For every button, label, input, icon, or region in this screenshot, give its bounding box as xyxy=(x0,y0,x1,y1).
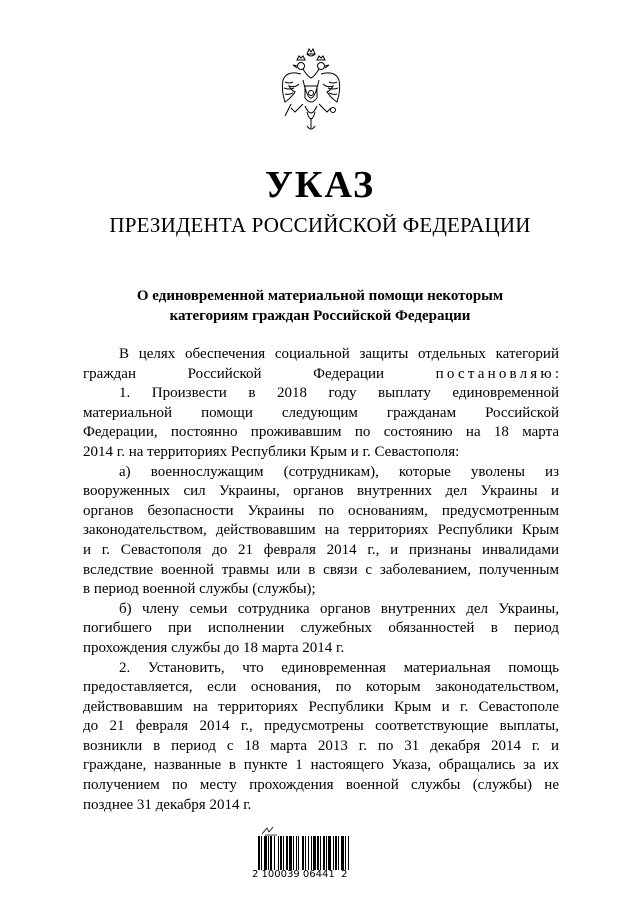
decree-heading-line: О единовременной материальной помощи некоторым xyxy=(136,288,504,304)
body-line: прохождения службы до 18 марта 2014 г. xyxy=(83,639,345,656)
body-line: получением по месту прохождения военной службы (службы) не xyxy=(83,777,559,794)
barcode-bar xyxy=(317,836,319,870)
barcode-bar xyxy=(264,836,267,870)
barcode-bar xyxy=(305,836,306,870)
handwritten-mark-icon xyxy=(261,826,279,836)
body-line: 2014 г. на территориях Республики Крым и г. Севастополя: xyxy=(83,443,460,460)
barcode-bar xyxy=(283,836,284,870)
decree-heading xyxy=(80,286,560,326)
barcode-bar xyxy=(328,836,331,870)
body-line: б) члену семьи сотрудника органов внутренних дел Украины, xyxy=(119,600,559,617)
barcode-bar xyxy=(323,836,325,870)
body-line: органов безопасности Украины по основаниям, предусмотренным xyxy=(83,502,559,519)
barcode-bar xyxy=(302,836,304,870)
body-line: законодательством, действовавшим на территориях Республики Крым xyxy=(83,522,559,539)
barcode-bar xyxy=(280,836,282,870)
body-line: В целях обеспечения социальной защиты отдельных категорий xyxy=(119,346,559,362)
body-line: возникли в период с 18 марта 2013 г. по 31 декабря 2014 г. и xyxy=(83,737,559,754)
barcode-bar xyxy=(308,836,309,870)
barcode-bar xyxy=(258,836,260,870)
coat-of-arms-icon xyxy=(277,46,345,138)
body-line: предоставляется, если основания, по которым законодательством, xyxy=(83,679,559,696)
decree-heading-line: категориям граждан Российской Федерации xyxy=(169,308,471,324)
barcode-bar xyxy=(289,836,292,870)
body-line: вследствие военной травмы или в связи с заболеванием, полученным xyxy=(83,561,559,578)
barcode-bar xyxy=(298,836,299,870)
body-line: до 21 февраля 2014 г., предусмотрены соответствующие выплаты, xyxy=(83,718,559,735)
body-line: вооруженных сил Украины, органов внутренних дел Украины и xyxy=(83,483,559,500)
barcode-bar xyxy=(274,836,275,870)
barcode-bar xyxy=(270,836,272,870)
body-line: и г. Севастополя до 21 февраля 2014 г., и признаны инвалидами xyxy=(83,541,559,558)
body-line: 2. Установить, что единовременная материальная помощь xyxy=(119,659,559,676)
body-line: материальной помощи следующим гражданам Российской xyxy=(83,404,559,421)
barcode-bar xyxy=(296,836,297,870)
decree-body xyxy=(83,345,559,815)
resolution-word: постановляю xyxy=(435,365,555,382)
barcode-bar xyxy=(320,836,321,870)
body-line: действовавшим на территориях Республики Крым и г. Севастополе xyxy=(83,698,559,715)
barcode-bar xyxy=(268,836,269,870)
barcode-bar xyxy=(348,836,349,870)
body-text-fragment: : xyxy=(554,365,559,382)
barcode-icon xyxy=(257,836,373,870)
body-line: Федерации, постоянно проживавшим по состоянию на 18 марта xyxy=(83,424,559,441)
barcode-bar xyxy=(311,836,312,870)
body-line: 1. Произвести в 2018 году выплату единовременной xyxy=(119,385,559,402)
barcode-bar xyxy=(326,836,327,870)
barcode-bar xyxy=(341,836,344,870)
document-subtitle: ПРЕЗИДЕНТА РОССИЙСКОЙ ФЕДЕРАЦИИ xyxy=(109,213,531,237)
barcode-bar xyxy=(335,836,337,870)
barcode-bar xyxy=(293,836,294,870)
body-line: погибшего при исполнении служебных обязанностей в период xyxy=(83,620,559,637)
body-line: позднее 31 декабря 2014 г. xyxy=(83,796,252,813)
barcode-bar xyxy=(338,836,339,870)
body-line: в период военной службы (службы); xyxy=(83,581,316,598)
barcode-bar xyxy=(261,836,262,870)
body-line xyxy=(83,365,559,385)
barcode-bar xyxy=(278,836,279,870)
barcode-bar xyxy=(345,836,346,870)
barcode-bar xyxy=(286,836,288,870)
barcode-bar xyxy=(313,836,316,870)
body-line: а) военнослужащим (сотрудникам), которые уволены из xyxy=(119,463,559,480)
body-text-fragment: граждан Российской Федерации xyxy=(83,365,436,382)
body-line: граждане, названные в пункте 1 настоящего Указа, обращались за их xyxy=(83,757,559,774)
barcode-number: 2 100039 06441 2 xyxy=(252,869,348,880)
document-title: УКАЗ xyxy=(265,164,375,206)
barcode-bar xyxy=(333,836,334,870)
